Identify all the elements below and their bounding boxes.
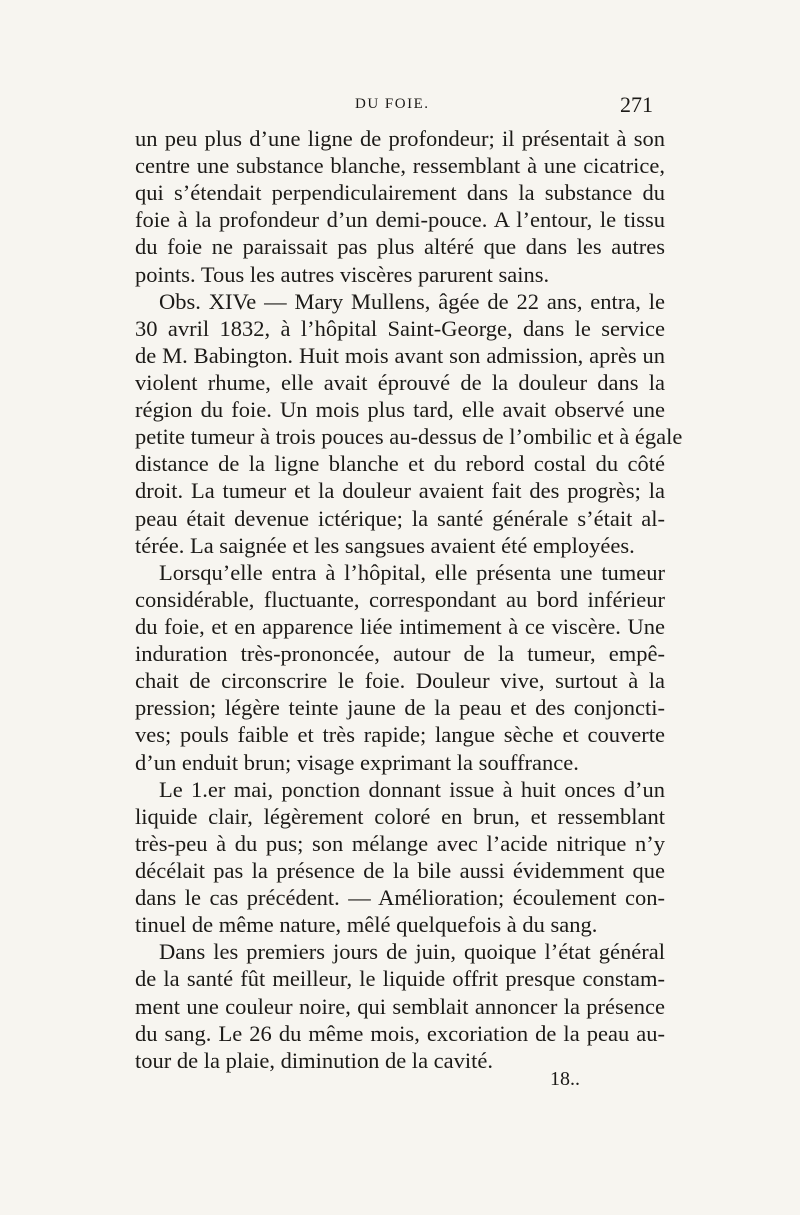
text-line: petite tumeur à trois pouces au-dessus de l’ombilic et à égale: [135, 424, 683, 450]
text-line: chait de circonscrire le foie. Douleur vive, surtout à la: [135, 668, 665, 694]
text-line: induration très-prononcée, autour de la tumeur, empê-: [135, 641, 665, 667]
text-line: dans le cas précédent. — Amélioration; écoulement con-: [135, 885, 665, 911]
text-line: Le 1.er mai, ponction donnant issue à huit onces d’un: [159, 776, 665, 802]
text-line: droit. La tumeur et la douleur avaient fait des progrès; la: [135, 478, 665, 504]
text-line: très-peu à du pus; son mélange avec l’acide nitrique n’y: [135, 830, 665, 856]
text-line: foie à la profondeur d’un demi-pouce. A l’entour, le tissu: [135, 207, 665, 233]
text-line: d’un enduit brun; visage exprimant la souffrance.: [135, 749, 579, 775]
body-text: [135, 125, 683, 1074]
text-line: tour de la plaie, diminution de la cavité.: [135, 1047, 494, 1073]
text-line: Dans les premiers jours de juin, quoique l’état général: [159, 939, 665, 965]
text-line: région du foie. Un mois plus tard, elle avait observé une: [135, 397, 665, 423]
text-line: du sang. Le 26 du même mois, excoriation de la peau au-: [135, 1020, 665, 1046]
text-line: du foie ne paraissait pas plus altéré que dans les autres: [135, 234, 665, 260]
text-line: peau était devenue ictérique; la santé générale s’était al-: [135, 505, 665, 531]
text-line: points. Tous les autres viscères parurent sains.: [135, 261, 550, 287]
text-line: liquide clair, légèrement coloré en brun, et ressemblant: [135, 803, 665, 829]
text-line: qui s’étendait perpendiculairement dans la substance du: [135, 180, 665, 206]
text-line: pression; légère teinte jaune de la peau et des conjoncti-: [135, 695, 665, 721]
text-line: térée. La saignée et les sangsues avaient été employées.: [135, 532, 635, 558]
text-line: du foie, et en apparence liée intimement à ce viscère. Une: [135, 613, 665, 639]
text-line: considérable, fluctuante, correspondant au bord inférieur: [135, 586, 665, 612]
running-head: DU FOIE.: [355, 96, 430, 112]
signature-mark: 18..: [550, 1068, 580, 1090]
text-line: de M. Babington. Huit mois avant son admission, après un: [135, 342, 665, 368]
text-line: Obs. XIVe — Mary Mullens, âgée de 22 ans, entra, le: [159, 288, 665, 314]
text-line: tinuel de même nature, mêlé quelquefois à du sang.: [135, 912, 598, 938]
text-line: de la santé fût meilleur, le liquide offrit presque constam-: [135, 966, 665, 992]
page-number: 271: [620, 92, 653, 117]
text-line: ves; pouls faible et très rapide; langue sèche et couverte: [135, 722, 665, 748]
text-line: centre une substance blanche, ressemblant à une cicatrice,: [135, 153, 665, 179]
text-line: distance de la ligne blanche et du rebord costal du côté: [135, 451, 665, 477]
text-line: Lorsqu’elle entra à l’hôpital, elle présenta une tumeur: [159, 559, 665, 585]
text-line: décélait pas la présence de la bile aussi évidemment que: [135, 857, 665, 883]
text-line: un peu plus d’une ligne de profondeur; il présentait à son: [135, 126, 665, 151]
text-line: 30 avril 1832, à l’hôpital Saint-George, dans le service: [135, 315, 665, 341]
text-line: ment une couleur noire, qui semblait annoncer la présence: [135, 993, 665, 1019]
text-line: violent rhume, elle avait éprouvé de la douleur dans la: [135, 369, 665, 395]
